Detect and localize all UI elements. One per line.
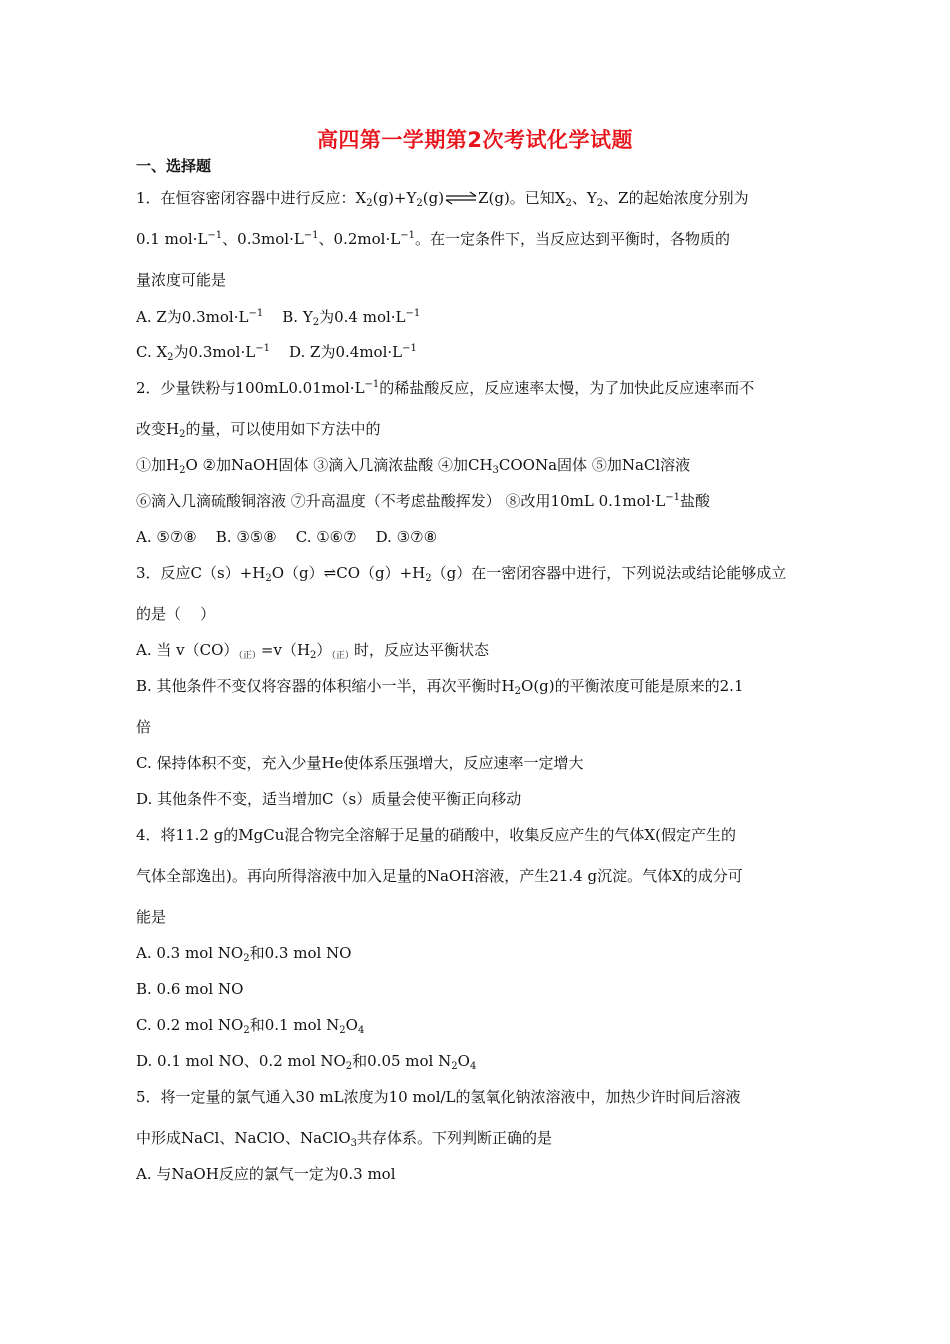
q2-options: A. ⑤⑦⑧ B. ③⑤⑧ C. ①⑥⑦ D. ③⑦⑧ [136, 528, 438, 546]
q5-stem-line-1: 5．将一定量的氯气通入30 mL浓度为10 mol/L的氢氧化钠浓溶液中，加热少许时间后溶液 [136, 1088, 741, 1106]
q4-stem-line-2: 气体全部逸出)。再向所得溶液中加入足量的NaOH溶液，产生21.4 g沉淀。气体X的成分可 [136, 867, 743, 885]
q4-option-c: C. 0.2 mol $NO_2$和0.1 mol $N_2O_4$ [136, 1016, 365, 1036]
q3-stem-line-1: 3．反应$C(s)+H_2O(g)\rightleftharpoons CO(g)+H_2(g)$在一密闭容器中进行，下列说法或结论能够成立 [136, 564, 787, 584]
q3-option-b-cont: 倍 [136, 718, 152, 736]
q4-option-b: B. 0.6 mol NO [136, 980, 244, 998]
q2-methods-line-1: ①加$H_2O$ ②加NaOH固体 ③滴入几滴浓盐酸 ④加$CH_3COONa$固体 ⑤加NaCl溶液 [136, 456, 691, 476]
q1-stem-line-1: 1．在恒容密闭容器中进行反应：$X_2(g)+Y_2(g)$ Z(g)。已知$X_2$、$Y_2$、Z的起始浓度分别为 [136, 189, 749, 209]
q3-option-c: C. 保持体积不变，充入少量He使体系压强增大，反应速率一定增大 [136, 754, 584, 772]
q4-stem-line-3: 能是 [136, 908, 167, 926]
q3-option-d: D. 其他条件不变，适当增加C（s）质量会使平衡正向移动 [136, 790, 522, 808]
q1-stem-line-3: 量浓度可能是 [136, 271, 227, 289]
section-heading: 一、选择题 [136, 157, 212, 175]
q4-option-a: A. 0.3 mol $NO_2$和0.3 mol NO [136, 944, 352, 964]
q1-options-ab: A. Z为$0.3mol\cdot L^{-1}$ B. $Y_2$为0.4 $mol\cdot L^{-1}$ [136, 308, 421, 328]
q3-option-b: B. 其他条件不变仅将容器的体积缩小一半，再次平衡时$H_2O(g)$的平衡浓度可能是原来的2.1 [136, 677, 744, 697]
q3-stem-line-2: 的是（ ） [136, 605, 216, 623]
q1-options-cd: C. $X_2$为$0.3mol\cdot L^{-1}$ D. Z为$0.4mol\cdot L^{-1}$ [136, 343, 417, 363]
q2-methods-line-2: ⑥滴入几滴硫酸铜溶液 ⑦升高温度（不考虑盐酸挥发） ⑧改用10mL $0.1mol\cdot L^{-1}$盐酸 [136, 492, 710, 510]
q2-stem-line-2: 改变$H_2$的量，可以使用如下方法中的 [136, 420, 381, 440]
equilibrium-arrow-icon [444, 191, 478, 205]
q4-option-d: D. 0.1 mol NO、0.2 mol $NO_2$和0.05 mol $N_2O_4$ [136, 1052, 477, 1072]
q4-stem-line-1: 4．将11.2 g的MgCu混合物完全溶解于足量的硝酸中，收集反应产生的气体X(假定产生的 [136, 826, 736, 844]
q3-option-a: A. 当 $v(CO)_{(正)}=v(H_2)_{(正)}$时，反应达平衡状态 [136, 641, 489, 661]
q5-option-a: A. 与NaOH反应的氯气一定为0.3 mol [136, 1165, 396, 1183]
exam-title: 高四第一学期第2次考试化学试题 [316, 128, 634, 152]
q5-stem-line-2: 中形成NaCl、NaClO、NaClO$_3$共存体系。下列判断正确的是 [136, 1129, 553, 1149]
q1-stem-line-2: 0.1 $mol\cdot L^{-1}$、$0.3mol\cdot L^{-1}$、$0.2mol\cdot L^{-1}$。在一定条件下，当反应达到平衡时，各物质的 [136, 230, 730, 248]
q2-stem-line-1: 2．少量铁粉与$100mL0.01mol\cdot L^{-1}$的稀盐酸反应，反应速率太慢，为了加快此反应速率而不 [136, 379, 755, 397]
